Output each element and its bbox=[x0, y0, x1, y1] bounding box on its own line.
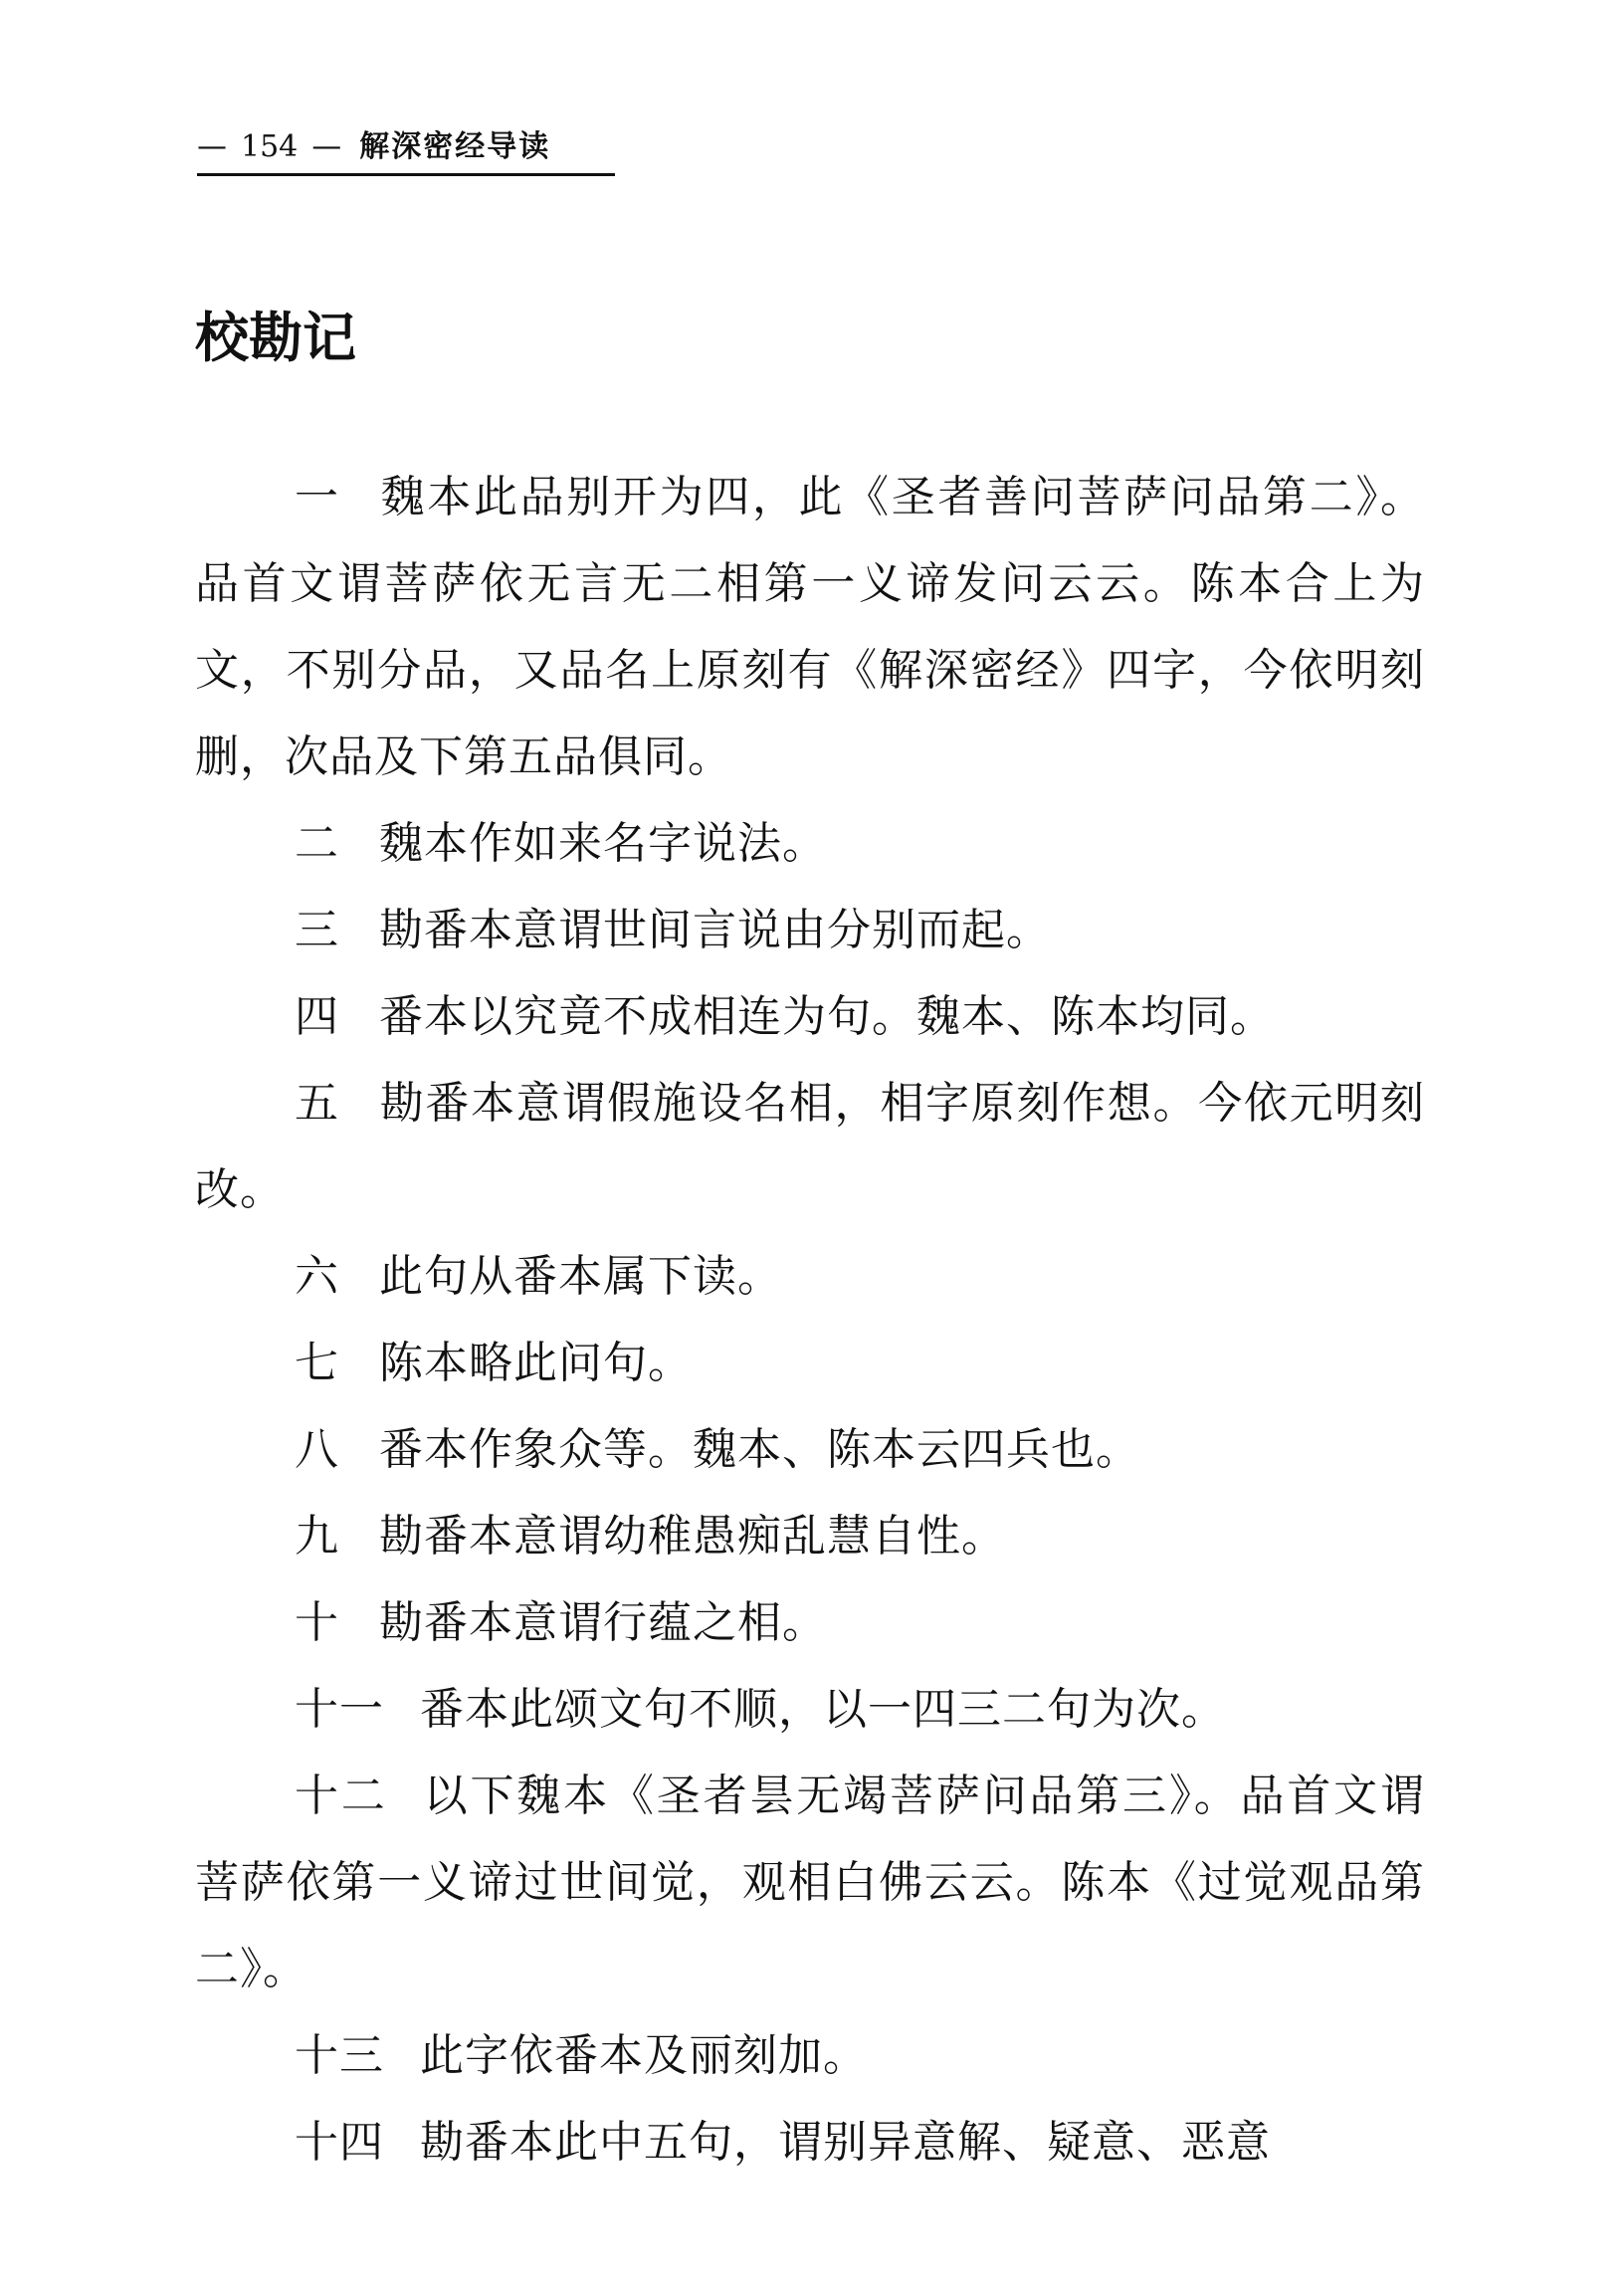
header-dash-left: — bbox=[197, 129, 227, 164]
note-mark: 三 bbox=[295, 905, 339, 955]
note-mark: 十 bbox=[295, 1597, 339, 1648]
note-12 bbox=[195, 1753, 1425, 2012]
note-mark: 一 bbox=[295, 472, 341, 522]
note-text: 魏本此品别开为四，此《圣者善问菩萨问品第二》。品首文谓菩萨依无言无二相第一义谛发问云云。陈本合上为文，不别分品，又品名上原刻有《解深密经》四字，今依明刻删，次品及下第五品俱同。 bbox=[195, 472, 1426, 782]
note-text: 番本此颂文句不顺，以一四三二句为次。 bbox=[420, 1684, 1226, 1735]
note-14 bbox=[195, 2099, 1425, 2186]
note-mark: 五 bbox=[295, 1078, 340, 1129]
note-text: 勘番本意谓世间言说由分别而起。 bbox=[379, 905, 1051, 955]
note-mark: 十三 bbox=[295, 2030, 384, 2081]
note-7 bbox=[195, 1320, 1425, 1406]
header-dash-right: — bbox=[311, 129, 342, 164]
note-mark: 十四 bbox=[295, 2117, 384, 2168]
note-3 bbox=[195, 887, 1425, 973]
note-6 bbox=[195, 1233, 1425, 1320]
note-11 bbox=[195, 1666, 1425, 1753]
note-9 bbox=[195, 1493, 1425, 1579]
note-mark: 十一 bbox=[295, 1684, 384, 1735]
note-text: 此句从番本属下读。 bbox=[379, 1251, 782, 1302]
note-2 bbox=[195, 800, 1425, 887]
note-mark: 七 bbox=[295, 1338, 339, 1388]
page-number: 154 bbox=[241, 129, 299, 164]
note-8 bbox=[195, 1406, 1425, 1493]
note-4 bbox=[195, 973, 1425, 1060]
note-text: 此字依番本及丽刻加。 bbox=[420, 2030, 868, 2081]
note-text: 番本作象众等。魏本、陈本云四兵也。 bbox=[379, 1424, 1140, 1475]
running-header bbox=[197, 121, 615, 176]
note-1 bbox=[195, 454, 1425, 800]
note-text: 魏本作如来名字说法。 bbox=[379, 818, 827, 869]
section-title: 校勘记 bbox=[195, 307, 356, 369]
note-text: 勘番本意谓假施设名相，相字原刻作想。今依元明刻改。 bbox=[195, 1078, 1426, 1215]
note-10 bbox=[195, 1579, 1425, 1666]
note-mark: 六 bbox=[295, 1251, 339, 1302]
note-mark: 四 bbox=[295, 991, 339, 1042]
note-text: 陈本略此问句。 bbox=[379, 1338, 693, 1388]
note-mark: 二 bbox=[295, 818, 339, 869]
note-5 bbox=[195, 1060, 1425, 1233]
note-mark: 九 bbox=[295, 1511, 339, 1562]
collation-notes bbox=[195, 454, 1425, 2186]
note-text: 勘番本意谓行蕴之相。 bbox=[379, 1597, 827, 1648]
note-mark: 八 bbox=[295, 1424, 339, 1475]
note-text: 勘番本意谓幼稚愚痴乱慧自性。 bbox=[379, 1511, 1006, 1562]
note-mark: 十二 bbox=[295, 1771, 388, 1821]
book-title: 解深密经导读 bbox=[359, 129, 551, 164]
note-13 bbox=[195, 2012, 1425, 2099]
note-text: 以下魏本《圣者昙无竭菩萨问品第三》。品首文谓菩萨依第一义谛过世间觉，观相白佛云云。陈本《过觉观品第二》。 bbox=[195, 1771, 1426, 1994]
note-text: 番本以究竟不成相连为句。魏本、陈本均同。 bbox=[379, 991, 1275, 1042]
note-text: 勘番本此中五句，谓别异意解、疑意、恶意 bbox=[420, 2117, 1271, 2168]
